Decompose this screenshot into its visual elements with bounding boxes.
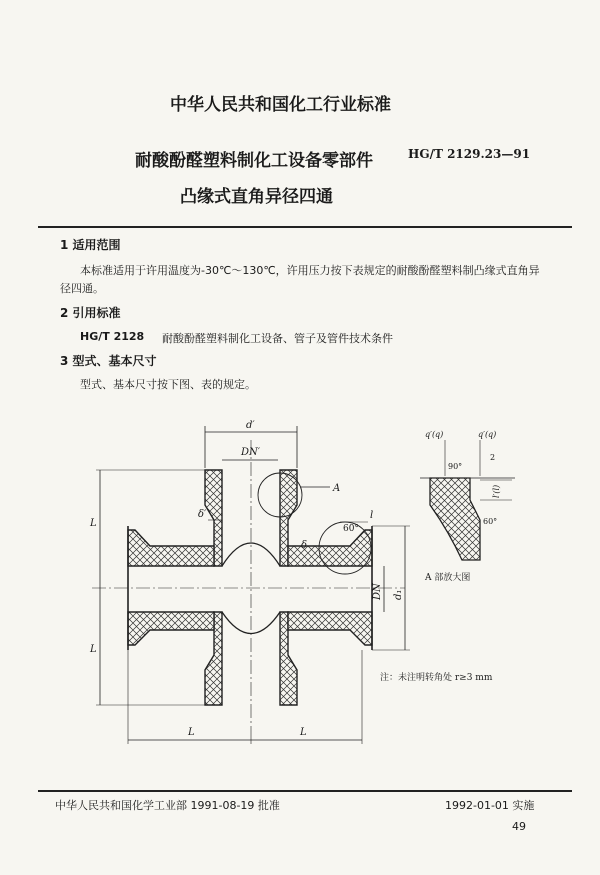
detail-angle-90: 90° — [448, 462, 463, 471]
section-1-text-line2: 径四通。 — [60, 282, 104, 295]
label-d1: d₁ — [393, 589, 404, 600]
title-line1: 耐酸酚醛塑料制化工设备零部件 — [135, 151, 373, 171]
standard-org: 中华人民共和国化工行业标准 — [170, 95, 391, 115]
label-delta: δ — [301, 540, 308, 551]
label-A: A — [333, 483, 341, 494]
label-L-left: L — [188, 727, 195, 738]
label-l: l — [370, 510, 374, 521]
detail-q-left: q′(q) — [425, 430, 444, 439]
detail-q-right: q′(q) — [478, 430, 497, 439]
label-DN: DN — [372, 583, 383, 600]
label-L-lower: L — [90, 644, 97, 655]
label-delta-prime: δ′ — [198, 509, 207, 520]
detail-A-view — [420, 430, 515, 560]
detail-angle-60: 60° — [483, 517, 498, 526]
label-L-right: L — [300, 727, 307, 738]
cross-fitting-drawing — [0, 395, 600, 760]
section-1-text-line1: 本标准适用于许用温度为-30℃～130℃，许用压力按下表规定的耐酸酚醛塑料制凸缘式直角异 — [80, 264, 540, 277]
issuer: 中华人民共和国化学工业部 1991-08-19 批准 — [55, 799, 280, 812]
reference-title: 耐酸酚醛塑料制化工设备、管子及管件技术条件 — [162, 332, 393, 345]
section-2-heading: 2 引用标准 — [60, 306, 121, 320]
section-1-heading: 1 适用范围 — [60, 238, 121, 252]
detail-caption: A 部放大图 — [425, 573, 471, 583]
implement-date: 1992-01-01 实施 — [445, 799, 535, 812]
title-line2: 凸缘式直角异径四通 — [180, 187, 333, 207]
label-d-prime: d′ — [246, 420, 255, 431]
header-divider — [38, 226, 572, 228]
standard-number: HG/T 2129.23—91 — [408, 147, 531, 161]
section-3-heading: 3 型式、基本尺寸 — [60, 354, 157, 368]
run-bottom-right-wall — [288, 612, 372, 645]
reference-code: HG/T 2128 — [80, 330, 145, 343]
run-bottom-left-wall — [128, 612, 214, 645]
drawing-note: 注：未注明转角处 r≥3 mm — [380, 673, 493, 683]
detail-l-prime: l′(l) — [492, 484, 501, 498]
footer-divider — [38, 790, 572, 792]
page-number: 49 — [512, 820, 526, 833]
label-angle-60: 60° — [343, 524, 359, 534]
label-L-upper: L — [90, 518, 97, 529]
detail-two: 2 — [490, 453, 496, 462]
run-top-left-wall — [128, 530, 214, 566]
label-dn-prime: DN′ — [241, 447, 261, 458]
section-3-text: 型式、基本尺寸按下图、表的规定。 — [80, 378, 256, 391]
